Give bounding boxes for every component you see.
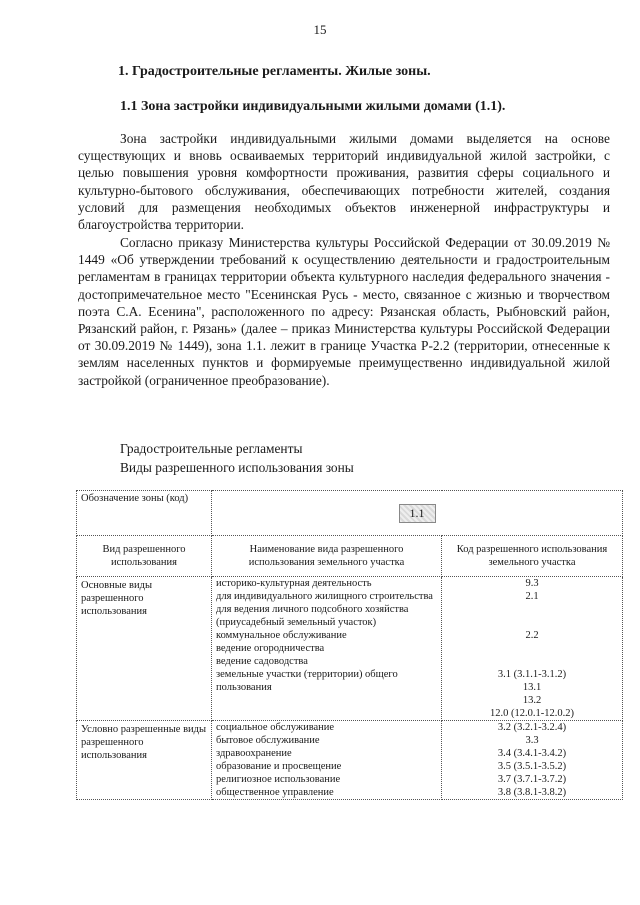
table-row-conditional-uses: [77, 721, 623, 800]
zone-code-cell: [212, 491, 623, 536]
codes-list-main: [442, 577, 623, 721]
use-code: 3.3: [525, 735, 539, 746]
use-code: 2.1: [525, 591, 539, 602]
paragraph-ministry-order: Согласно приказу Министерства культуры Российской Федерации от 30.09.2019 № 1449 «Об утверждении требований к осуществлению деятельности и градостроительным регламентам в границах территории объекта культурного наследия федерального значения - достопримечательное место "Есенинская Русь - место, связанное с жизнью и творчеством поэта С.А. Есенина", расположенного по адресу: Рязанская область, Рыбновский район, Рязанский район, г. Рязань» (далее – приказ Министерства культуры Российской Федерации от 30.09.2019 № 1449), зона 1.1. лежит в границе Участка Р-2.2 (территории, отнесенные к землям населенных пунктов и формируемые преимущественно индивидуальной жилой застройкой (ограниченное преобразование).: [78, 235, 610, 388]
use-name: религиозное использование: [216, 774, 341, 785]
page-number: 15: [313, 22, 327, 37]
codes-list-conditional: [442, 721, 623, 800]
uses-list-main: [212, 577, 442, 721]
paragraph-zone-description: Зона застройки индивидуальными жилыми домами выделяется на основе существующих и вновь осваиваемых территорий индивидуальной жилой застройки, с целью повышения уровня комфортности проживания, развития сферы социального и культурно-бытового обслуживания, обеспечивающих потребности жителей, создания условий для размещения необходимых объектов инженерной инфраструктуры и благоустройства территории.: [78, 131, 610, 233]
use-code: 3.7 (3.7.1-3.7.2): [497, 774, 567, 785]
zone-code: 1.1: [399, 504, 436, 523]
use-name: историко-культурная деятельность: [216, 578, 372, 589]
use-code: 2.2: [525, 630, 539, 641]
group-label-main: Основные виды разрешенного использования: [77, 577, 212, 721]
use-code: 3.8 (3.8.1-3.8.2): [497, 787, 567, 798]
header-code: Код разрешенного использования земельного участка: [442, 536, 623, 577]
use-name: здравоохранение: [216, 748, 292, 759]
use-code: 13.2: [522, 695, 542, 706]
use-code: 12.0 (12.0.1-12.0.2): [490, 708, 574, 719]
use-code: 3.2 (3.2.1-3.2.4): [497, 722, 567, 733]
permitted-use-table: [76, 490, 623, 800]
caption-regulations: Градостроительные регламенты: [120, 441, 303, 456]
header-kind: Вид разрешенного использования: [77, 536, 212, 577]
use-code: 9.3: [525, 578, 539, 589]
use-name: для ведения личного подсобного хозяйства (приусадебный земельный участок): [216, 604, 409, 628]
use-name: земельные участки (территории) общего пользования: [216, 669, 398, 693]
use-name: для индивидуального жилищного строительства: [216, 591, 433, 602]
use-name: бытовое обслуживание: [216, 735, 320, 746]
header-name: Наименование вида разрешенного использования земельного участка: [212, 536, 442, 577]
use-name: ведение огородничества: [216, 643, 325, 654]
table-row-main-uses: [77, 577, 623, 721]
zone-label: Обозначение зоны (код): [77, 491, 212, 536]
use-code: 3.1 (3.1.1-3.1.2): [497, 669, 567, 680]
caption-permitted-uses: Виды разрешенного использования зоны: [120, 460, 354, 475]
use-code: 3.5 (3.5.1-3.5.2): [497, 761, 567, 772]
use-name: ведение садоводства: [216, 656, 308, 667]
section-heading: 1. Градостроительные регламенты. Жилые зоны.: [118, 64, 431, 79]
use-code: 13.1: [522, 682, 542, 693]
subsection-heading: 1.1 Зона застройки индивидуальными жилыми домами (1.1).: [120, 99, 506, 114]
use-name: коммунальное обслуживание: [216, 630, 347, 641]
use-name: социальное обслуживание: [216, 722, 335, 733]
use-name: образование и просвещение: [216, 761, 342, 772]
use-name: общественное управление: [216, 787, 334, 798]
use-code: 3.4 (3.4.1-3.4.2): [497, 748, 567, 759]
group-label-conditional: Условно разрешенные виды разрешенного использования: [77, 721, 212, 800]
table-header-row: [77, 536, 623, 577]
zone-code-row: [77, 491, 623, 536]
uses-list-conditional: [212, 721, 442, 800]
